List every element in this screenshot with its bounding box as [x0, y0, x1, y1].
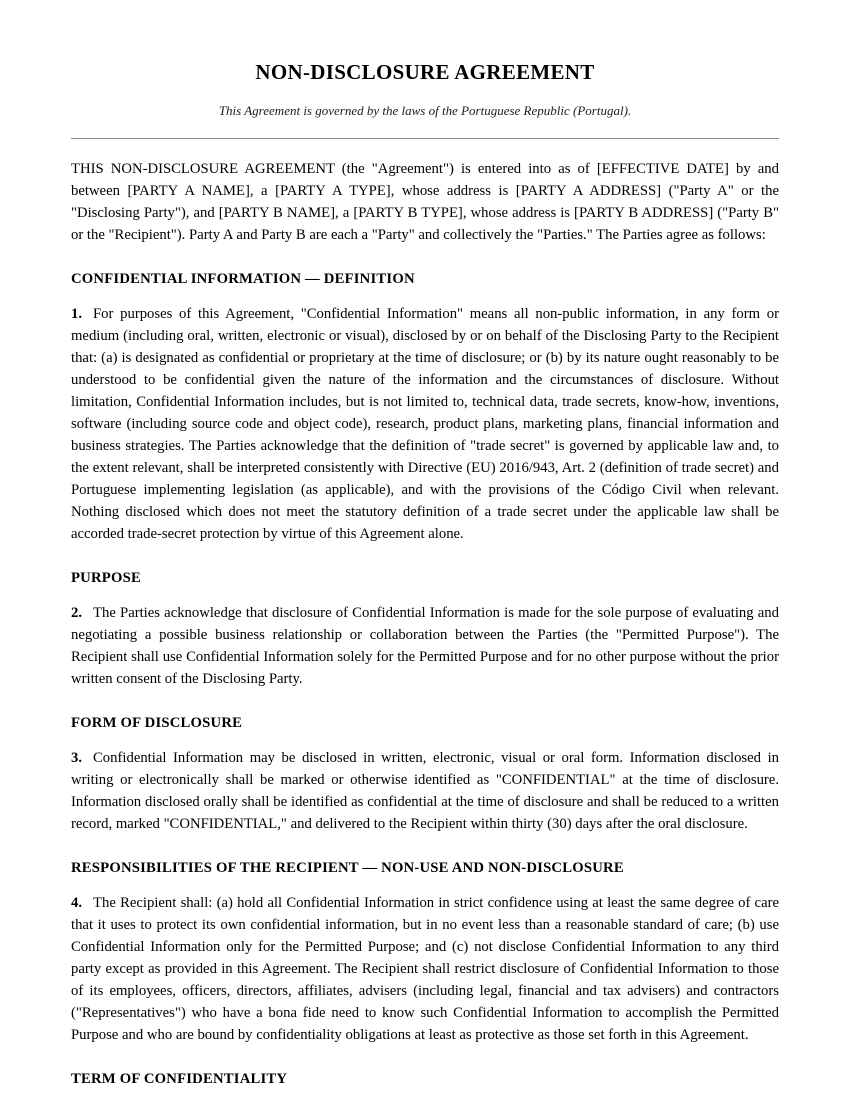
paragraph-number: 3.: [71, 750, 83, 766]
section-paragraph: [71, 892, 779, 1046]
section-paragraph: [71, 602, 779, 690]
section-heading: RESPONSIBILITIES OF THE RECIPIENT — NON-USE AND NON-DISCLOSURE: [71, 860, 624, 876]
paragraph-text: The Recipient shall: (a) hold all Confidential Information in strict confidence using at least the same degree of care that it uses to protect its own confidential information, but in no event less than a reasonable standard of care; (b) use Confidential Information only for the Permitted Purpose; and (c) not disclose Confidential Information to any third party except as provided in this Agreement. The Recipient shall restrict disclosure of Confidential Information to those of its employees, officers, directors, affiliates, advisers (including legal, financial and tax advisers) and contractors ("Representatives") who have a bona fide need to know such Confidential Information to accomplish the Permitted Purpose and who are bound by confidentiality obligations at least as protective as those set forth in this Agreement.: [71, 895, 779, 1043]
paragraph-number: 1.: [71, 306, 83, 322]
section-heading: TERM OF CONFIDENTIALITY: [71, 1071, 288, 1087]
section-heading: PURPOSE: [71, 570, 141, 586]
paragraph-text: The Parties acknowledge that disclosure of Confidential Information is made for the sole purpose of evaluating and negotiating a possible business relationship or collaboration between the Parties (the "Permitted Purpose"). The Recipient shall use Confidential Information solely for the Permitted Purpose and for no other purpose without the prior written consent of the Disclosing Party.: [71, 605, 779, 687]
title-divider: [71, 138, 779, 139]
paragraph-text: For purposes of this Agreement, "Confidential Information" means all non-public information, in any form or medium (including oral, written, electronic or visual), disclosed by or on behalf of the Disclosing Party to the Recipient that: (a) is designated as confidential or proprietary at the time of disclosure; or (b) by its nature ought reasonably to be understood to be confidential given the nature of the information and the circumstances of disclosure. Without limitation, Confidential Information includes, but is not limited to, technical data, trade secrets, know-how, inventions, software (including source code and object code), research, product plans, marketing plans, financial information and business strategies. The Parties acknowledge that the definition of "trade secret" is governed by applicable law and, to the extent relevant, shall be interpreted consistently with Directive (EU) 2016/943, Art. 2 (definition of trade secret) and Portuguese implementing legislation (as applicable), and with the provisions of the Código Civil when relevant. Nothing disclosed which does not meet the statutory definition of a trade secret under the applicable law shall be accorded trade-secret protection by virtue of this Agreement alone.: [71, 306, 779, 542]
paragraph-text: Confidential Information may be disclosed in written, electronic, visual or oral form. Information disclosed in writing or electronically shall be marked or otherwise identified as "CONFIDENTIAL" at the time of disclosure. Information disclosed orally shall be identified as confidential at the time of disclosure and shall be reduced to a written record, marked "CONFIDENTIAL," and delivered to the Recipient within thirty (30) days after the oral disclosure.: [71, 750, 779, 832]
section-heading: FORM OF DISCLOSURE: [71, 715, 243, 731]
paragraph-number: 2.: [71, 605, 83, 621]
section-paragraph: [71, 747, 779, 835]
governing-law-subtitle: This Agreement is governed by the laws of the Portuguese Republic (Portugal).: [218, 103, 632, 118]
intro-paragraph: THIS NON-DISCLOSURE AGREEMENT (the "Agreement") is entered into as of [EFFECTIVE DATE] by and between [PARTY A NAME], a [PARTY A TYPE], whose address is [PARTY A ADDRESS] ("Party A" or the "Disclosing Party"), and [PARTY B NAME], a [PARTY B TYPE], whose address is [PARTY B ADDRESS] ("Party B" or the "Recipient"). Party A and Party B are each a "Party" and collectively the "Parties." The Parties agree as follows:: [71, 161, 779, 243]
section-heading: CONFIDENTIAL INFORMATION — DEFINITION: [71, 271, 415, 287]
section-paragraph: [71, 303, 779, 545]
paragraph-number: 4.: [71, 895, 83, 911]
document-title: NON-DISCLOSURE AGREEMENT: [255, 60, 595, 84]
sections-container: [71, 268, 779, 1090]
